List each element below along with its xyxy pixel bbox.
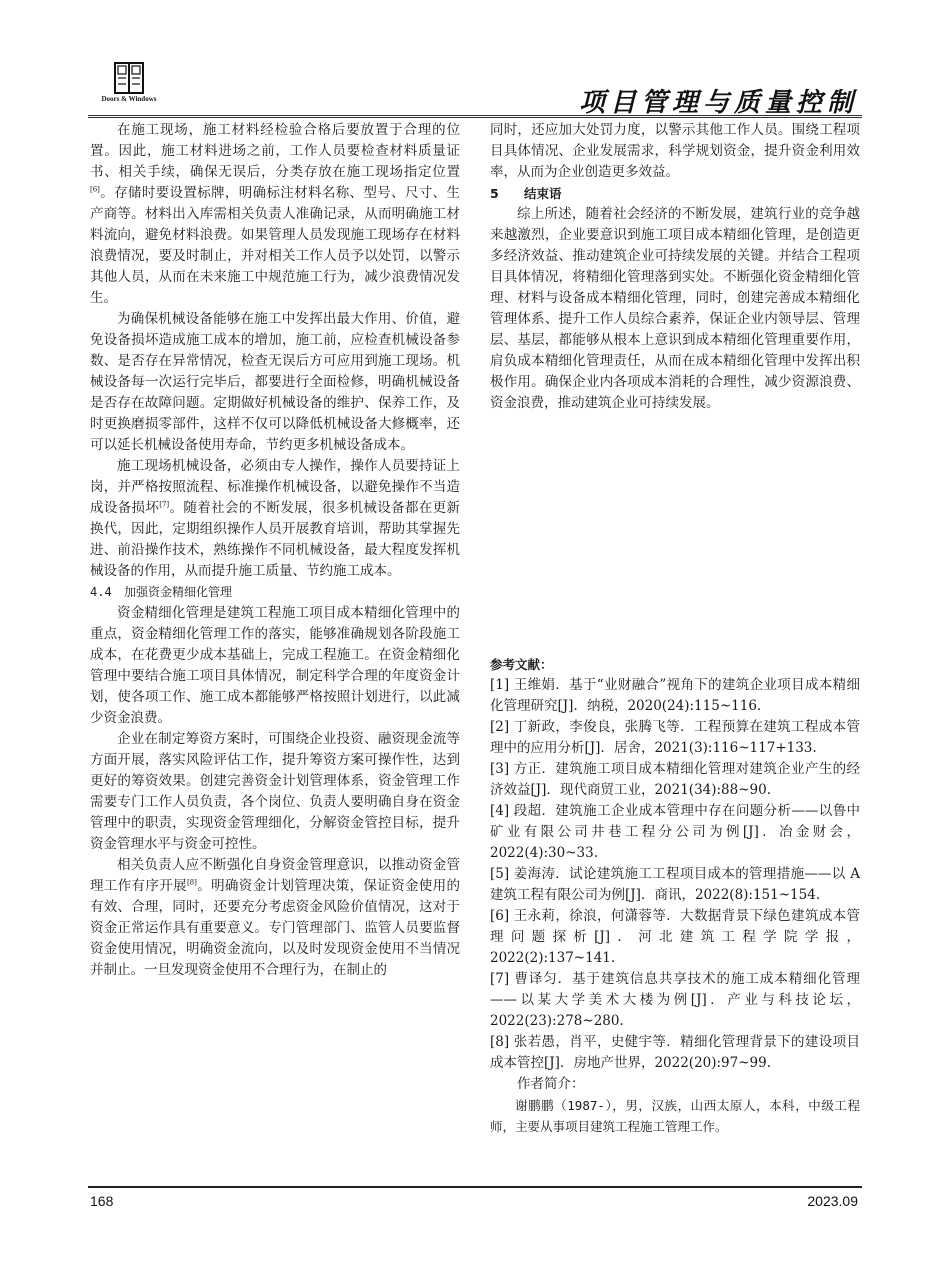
section-number: 5 bbox=[490, 186, 499, 201]
reference-item: [3] 方正．建筑施工项目成本精细化管理对建筑企业产生的经济效益[J]．现代商贸工业，2021(34):88~90. bbox=[490, 761, 860, 798]
right-column bbox=[490, 120, 860, 414]
paragraph: 施工现场机械设备，必须由专人操作，操作人员要持证上岗，并严格按照流程、标准操作机械设备，以避免操作不当造成设备损坏[7]。随着社会的不断发展，很多机械设备都在更新换代，因此，定期组织操作人员开展教育培训，帮助其掌握先进、前沿操作技术，熟练操作不同机械设备，最大程度发挥机械设备的作用，从而提升施工质量、节约施工成本。 bbox=[90, 458, 461, 579]
author-bio: 谢鹏鹏（1987-），男，汉族，山西太原人，本科，中级工程师，主要从事项目建筑工程施工管理工作。 bbox=[490, 1098, 860, 1134]
paragraph: 相关负责人应不断强化自身资金管理意识，以推动资金管理工作有序开展[8]。明确资金计划管理决策，保证资金使用的有效、合理，同时，还要充分考虑资金风险价值情况，这对于资金正常运作具有重要意义。专门管理部门、监管人员要监督资金使用情况，明确资金流向，以及时发现资金使用不当情况并制止。一旦发现资金使用不合理行为，在制止的 bbox=[90, 857, 461, 978]
paragraph: 资金精细化管理是建筑工程施工项目成本精细化管理中的重点，资金精细化管理工作的落实，能够准确规划各阶段施工成本，在花费更少成本基础上，完成工程施工。在资金精细化管理中要结合施工项目具体情况，制定科学合理的年度资金计划，使各项工作、施工成本都能够严格按照计划进行，以此减少资金浪费。 bbox=[90, 605, 460, 726]
logo-text: Doors & Windows bbox=[101, 95, 157, 103]
section-header-title: 项目管理与质量控制 bbox=[578, 88, 858, 118]
references bbox=[490, 654, 860, 1137]
section-heading-4-4 bbox=[90, 582, 460, 603]
author-label: 作者简介： bbox=[517, 1076, 585, 1092]
section-title: 加强资金精细化管理 bbox=[124, 585, 233, 599]
footer-divider bbox=[88, 1186, 862, 1188]
citation[interactable]: [8] bbox=[186, 878, 197, 887]
reference-list bbox=[490, 675, 860, 1074]
reference-item: [5] 姜海涛．试论建筑施工工程项目成本的管理措施——以 A 建筑工程有限公司为例[J]．商讯，2022(8):151~154. bbox=[490, 866, 860, 903]
paragraph: 为确保机械设备能够在施工中发挥出最大作用、价值，避免设备损坏造成施工成本的增加，施工前，应检查机械设备参数、是否存在异常情况，检查无误后方可应用到施工现场。机械设备每一次运行完毕后，都要进行全面检修，明确机械设备是否存在故障问题。定期做好机械设备的维护、保养工作，及时更换磨损零部件，这样不仅可以降低机械设备大修概率，还可以延长机械设备使用寿命，节约更多机械设备成本。 bbox=[90, 311, 460, 453]
page-number: 168 bbox=[90, 1193, 114, 1209]
reference-item: [2] 丁新政，李俊良，张腾飞等．工程预算在建筑工程成本管理中的应用分析[J]．居舍，2021(3):116~117+133. bbox=[490, 719, 860, 756]
citation[interactable]: [6] bbox=[90, 185, 100, 194]
paragraph: 同时，还应加大处罚力度，以警示其他工作人员。围绕工程项目具体情况、企业发展需求，科学规划资金，提升资金利用效率，从而为企业创造更多效益。 bbox=[490, 122, 860, 180]
journal-logo bbox=[88, 62, 170, 110]
section-title: 结束语 bbox=[524, 186, 562, 201]
reference-item: [7] 曹译匀．基于建筑信息共享技术的施工成本精细化管理——以某大学美术大楼为例[J]．产业与科技论坛，2022(23):278~280. bbox=[490, 971, 860, 1029]
references-title: 参考文献： bbox=[490, 657, 553, 672]
door-window-icon bbox=[114, 62, 144, 94]
paragraph: 企业在制定筹资方案时，可围绕企业投资、融资现金流等方面开展，落实风险评估工作，提升筹资方案可操作性，达到更好的筹资效果。创建完善资金计划管理体系，资金管理工作需要专门工作人员负责，各个岗位、负责人要明确自身在资金管理中的职责，实现资金管理细化，分解资金管控目标，提升资金管理水平与资金可控性。 bbox=[90, 731, 460, 852]
citation[interactable]: [7] bbox=[159, 500, 170, 509]
reference-item: [6] 王永莉，徐浪，何潇蓉等．大数据背景下绿色建筑成本管理问题探析[J]．河北建筑工程学院学报，2022(2):137~141. bbox=[490, 908, 860, 966]
paragraph: 在施工现场，施工材料经检验合格后要放置于合理的位置。因此，施工材料进场之前，工作人员要检查材料质量证书、相关手续，确保无误后，分类存放在施工现场指定位置[6]。存储时要设置标牌，明确标注材料名称、型号、尺寸、生产商等。材料出入库需相关负责人准确记录，从而明确施工材料流向，避免材料浪费。如果管理人员发现施工现场存在材料浪费情况，要及时制止，并对相关工作人员予以处罚，以警示其他人员，从而在未来施工中规范施工行为，减少浪费情况发生。 bbox=[90, 122, 460, 306]
issue-date: 2023.09 bbox=[807, 1193, 858, 1209]
section-heading-5 bbox=[490, 183, 860, 204]
paragraph: 综上所述，随着社会经济的不断发展，建筑行业的竞争越来越激烈，企业要意识到施工项目成本精细化管理，是创造更多经济效益、推动建筑企业可持续发展的关键。并结合工程项目具体情况，将精细化管理落到实处。不断强化资金精细化管理、材料与设备成本精细化管理，同时，创建完善成本精细化管理体系、提升工作人员综合素养，保证企业内领导层、管理层、基层，都能够从根本上意识到成本精细化管理重要作用，肩负成本精细化管理责任，从而在成本精细化管理中发挥出积极作用。确保企业内各项成本消耗的合理性，减少资源浪费、资金浪费，推动建筑企业可持续发展。 bbox=[490, 206, 860, 411]
reference-item: [1] 王维娟．基于“业财融合”视角下的建筑企业项目成本精细化管理研究[J]．纳税，2020(24):115~116. bbox=[490, 677, 860, 714]
header-divider bbox=[88, 115, 862, 118]
reference-item: [8] 张若愚，肖平，史健宇等．精细化管理背景下的建设项目成本管控[J]．房地产世界，2022(20):97~99. bbox=[490, 1034, 860, 1071]
section-number: 4.4 bbox=[90, 585, 112, 599]
left-column bbox=[90, 120, 460, 981]
reference-item: [4] 段超．建筑施工企业成本管理中存在问题分析——以鲁中矿业有限公司井巷工程分公司为例[J]．冶金财会，2022(4):30~33. bbox=[490, 803, 860, 861]
